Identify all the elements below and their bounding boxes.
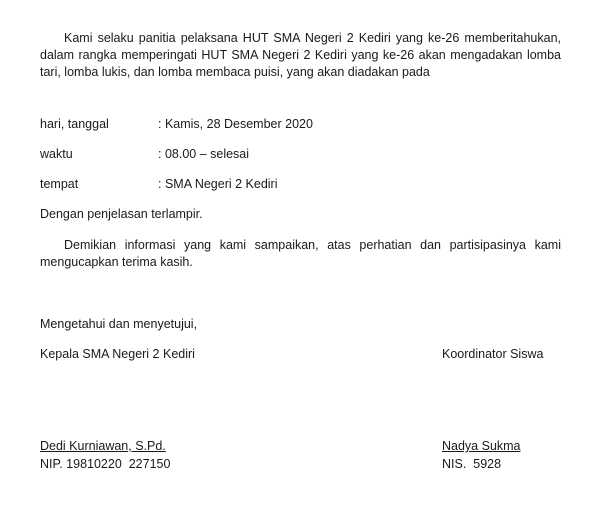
detail-value-time: : 08.00 – selesai (158, 147, 250, 161)
left-signatory-id: NIP. 19810220 227150 (40, 457, 171, 471)
intro-text: Kami selaku panitia pelaksana HUT SMA Negeri 2 Kediri yang ke-26 memberitahukan, dalam rangka memperingati HUT SMA Negeri 2 Kediri yang ke-26 akan mengadakan lomba tari, lomba lukis, dan lomba membaca puisi, yang akan diadakan pada (40, 31, 561, 79)
detail-row-place (40, 176, 278, 193)
right-signatory-id: NIS. 5928 (442, 457, 502, 471)
approval-text: Mengetahui dan menyetujui, (40, 317, 198, 331)
attachment-note: Dengan penjelasan terlampir. (40, 207, 203, 221)
closing-paragraph (40, 237, 561, 271)
detail-label-place: tempat (40, 177, 79, 191)
detail-row-time (40, 146, 249, 163)
detail-value-place: : SMA Negeri 2 Kediri (158, 177, 278, 191)
detail-row-date (40, 116, 313, 133)
right-signatory-role: Koordinator Siswa (442, 347, 544, 361)
detail-label-time: waktu (40, 147, 73, 161)
left-signatory-role: Kepala SMA Negeri 2 Kediri (40, 347, 195, 361)
left-signatory-name: Dedi Kurniawan, S.Pd. (40, 439, 166, 453)
right-signatory-name: Nadya Sukma (442, 439, 521, 453)
closing-text: Demikian informasi yang kami sampaikan, atas perhatian dan partisipasinya kami mengucapkan terima kasih. (40, 238, 561, 269)
detail-value-date: : Kamis, 28 Desember 2020 (158, 117, 313, 131)
intro-paragraph (40, 30, 561, 81)
detail-label-date: hari, tanggal (40, 117, 109, 131)
